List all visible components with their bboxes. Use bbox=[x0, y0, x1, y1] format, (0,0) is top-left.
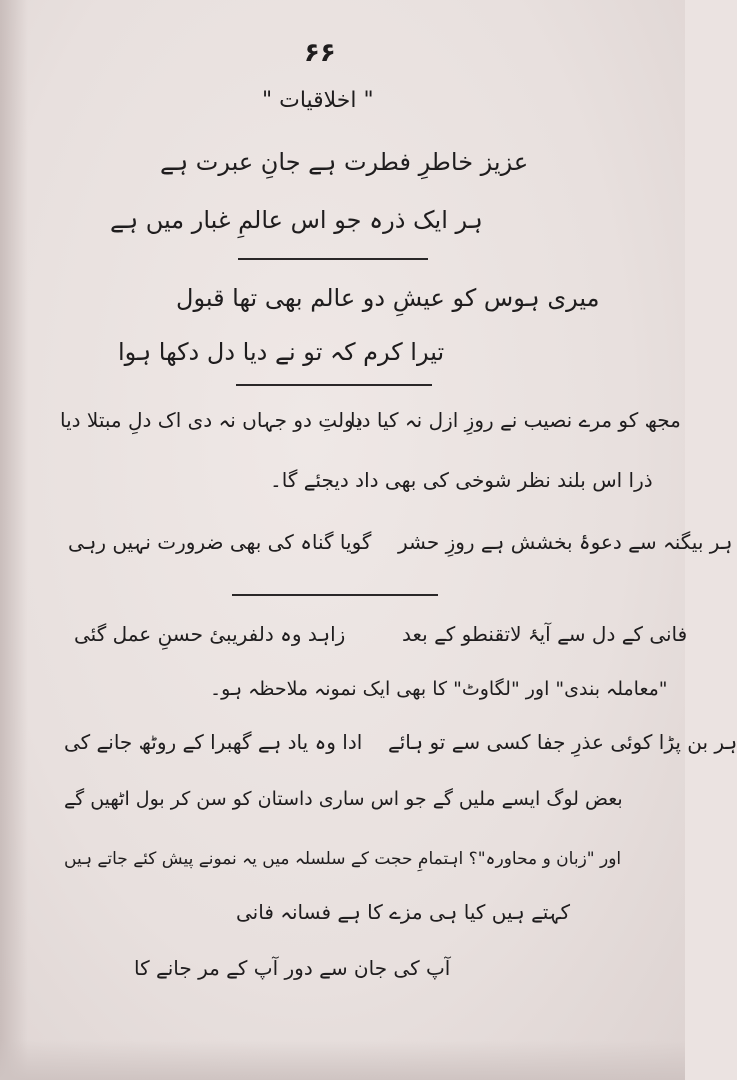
divider-rule bbox=[238, 258, 428, 260]
divider-rule bbox=[232, 594, 438, 596]
verse-line: آپ کی جان سے دور آپ کے مر جانے کا bbox=[134, 956, 451, 980]
verse-line: ہر ایک ذرہ جو اس عالمِ غبار میں ہے bbox=[110, 206, 483, 234]
verse-line: عزیز خاطرِ فطرت ہے جانِ عبرت ہے bbox=[160, 148, 529, 176]
section-heading: " اخلاقیات " bbox=[262, 88, 374, 113]
verse-line: تیرا کرم کہ تو نے دیا دل دکھا ہوا bbox=[118, 338, 445, 366]
prose-line: بعض لوگ ایسے ملیں گے جو اس ساری داستان کو سن کر بول اٹھیں گے bbox=[64, 788, 623, 810]
prose-line: "معاملہ بندی" اور "لگاوٹ" کا بھی ایک نمونہ ملاحظہ ہو۔ bbox=[210, 678, 668, 700]
prose-line: ذرا اس بلند نظر شوخی کی بھی داد دیجئے گا۔ bbox=[270, 468, 653, 492]
verse-line: گویا گناہ کی بھی ضرورت نہیں رہی bbox=[68, 530, 372, 554]
verse-line: ہر بن پڑا کوئی عذرِ جفا کسی سے تو ہائے bbox=[388, 730, 737, 754]
page-number: ۶۶ bbox=[304, 38, 336, 68]
verse-line: ہر بیگنہ سے دعوۂ بخشش ہے روزِ حشر bbox=[398, 530, 733, 554]
verse-line: زاہد وہ دلفریبیٔ حسنِ عمل گئی bbox=[74, 622, 346, 646]
verse-line: ادا وہ یاد ہے گھبرا کے روٹھ جانے کی bbox=[64, 730, 363, 754]
verse-line: کہتے ہیں کیا ہی مزے کا ہے فسانہ فانی bbox=[236, 900, 571, 924]
verse-line: مجھ کو مرے نصیب نے روزِ ازل نہ کیا دیا bbox=[350, 408, 681, 432]
prose-line: اور "زبان و محاورہ"؟ اہتمامِ حجت کے سلسلہ میں یہ نمونے پیش کئے جاتے ہیں bbox=[64, 849, 622, 869]
verse-line: میری ہوس کو عیشِ دو عالم بھی تھا قبول bbox=[176, 284, 600, 312]
verse-line: دولتِ دو جہاں نہ دی اک دلِ مبتلا دیا bbox=[60, 408, 363, 432]
divider-rule bbox=[236, 384, 432, 386]
verse-line: فانی کے دل سے آیۂ لاتقنطو کے بعد bbox=[402, 622, 688, 646]
